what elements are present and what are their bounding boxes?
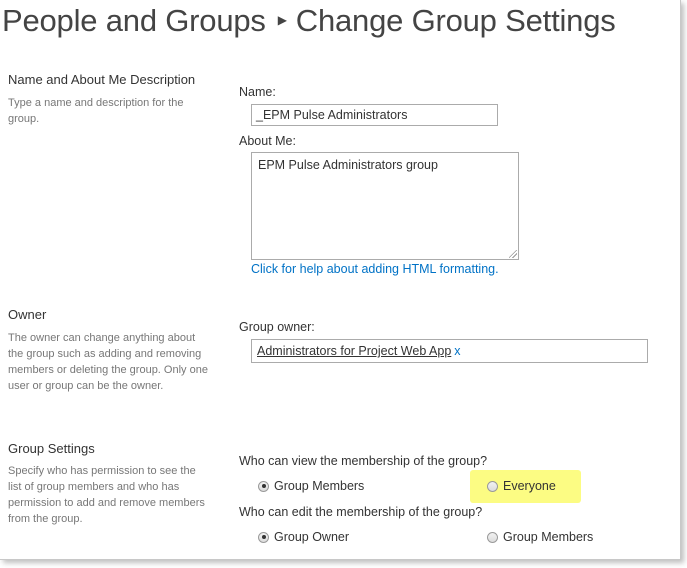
- group-settings-heading: Group Settings: [8, 441, 95, 456]
- name-input[interactable]: _EPM Pulse Administrators: [251, 104, 498, 126]
- edit-option-group-owner[interactable]: [258, 530, 349, 544]
- page-heading: Change Group Settings: [295, 3, 616, 38]
- group-settings-description: Specify who has permission to see the list of group members and who has permission to add and remove members from the group.: [8, 465, 205, 525]
- radio-button-icon[interactable]: [258, 481, 269, 492]
- group-owner-picker[interactable]: [251, 339, 648, 363]
- radio-button-icon[interactable]: [487, 481, 498, 492]
- owner-entity[interactable]: Administrators for Project Web App: [257, 344, 452, 358]
- edit-option-label: Group Owner: [274, 530, 350, 544]
- name-section-description: Type a name and description for the group.: [8, 97, 184, 125]
- edit-option-group-members[interactable]: [487, 530, 593, 544]
- about-me-text: EPM Pulse Administrators group: [258, 158, 438, 172]
- view-option-everyone[interactable]: [487, 479, 556, 493]
- owner-section-description: The owner can change anything about the group such as adding and removing members or deleting the group. Only one user or group can be the owner.: [8, 332, 208, 392]
- view-membership-question: Who can view the membership of the group?: [239, 454, 488, 468]
- about-me-textarea[interactable]: [251, 152, 519, 260]
- radio-button-icon[interactable]: [487, 532, 498, 543]
- resize-grip-icon[interactable]: [509, 250, 517, 258]
- view-option-label: Everyone: [503, 479, 556, 493]
- view-option-label: Group Members: [274, 479, 365, 493]
- view-option-group-members[interactable]: [258, 479, 364, 493]
- remove-owner-icon[interactable]: x: [454, 344, 461, 358]
- about-me-label: About Me:: [239, 134, 296, 148]
- radio-button-icon[interactable]: [258, 532, 269, 543]
- edit-membership-question: Who can edit the membership of the group?: [239, 505, 483, 519]
- edit-option-label: Group Members: [503, 530, 594, 544]
- owner-section-heading: Owner: [8, 307, 47, 322]
- group-owner-label: Group owner:: [239, 320, 315, 334]
- name-section-heading: Name and About Me Description: [8, 72, 196, 87]
- triangle-right-icon: ▶: [277, 12, 287, 27]
- breadcrumb-people-and-groups[interactable]: People and Groups: [2, 3, 266, 38]
- page-title: [2, 0, 616, 44]
- name-label: Name:: [239, 85, 276, 99]
- html-help-link[interactable]: Click for help about adding HTML formatting.: [251, 262, 499, 276]
